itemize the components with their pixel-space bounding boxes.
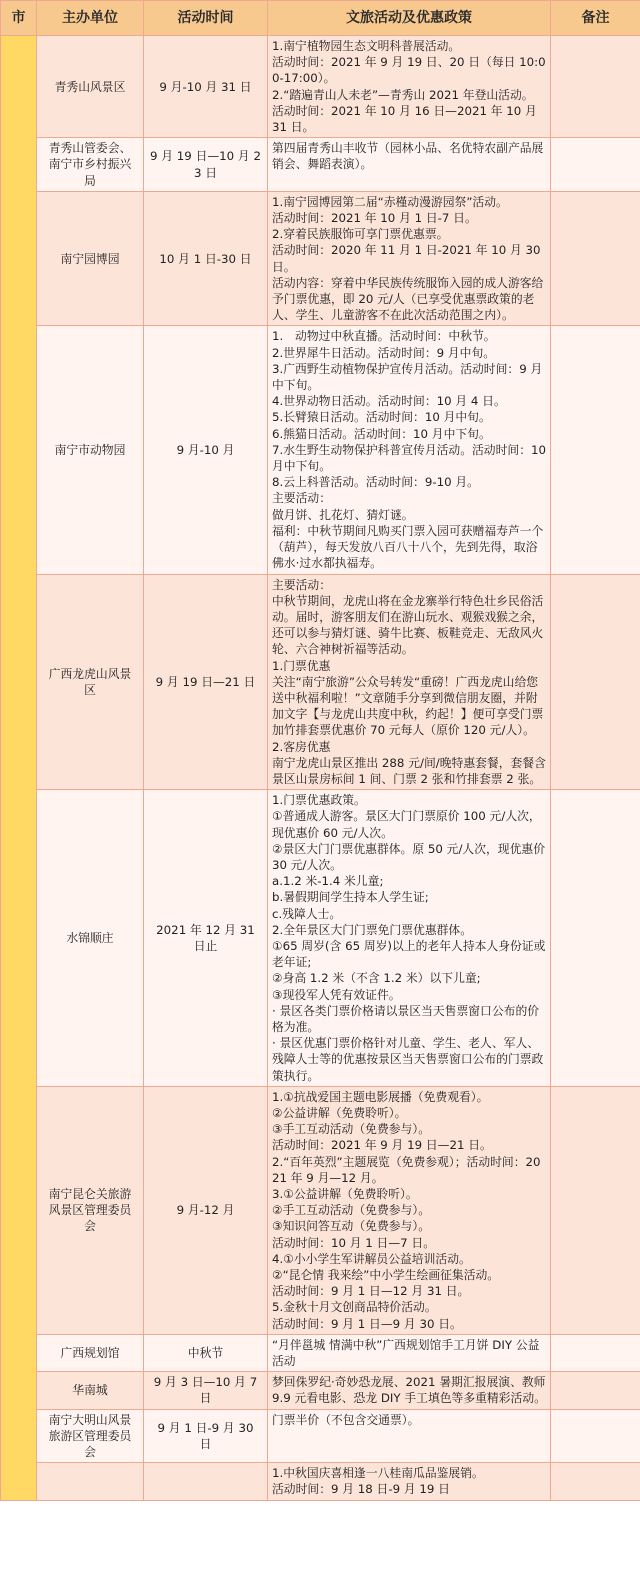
activity-line: 活动时间：2021 年 10 月 16 日—2021 年 10 月 31 日。 [272, 103, 537, 135]
table-row [1, 191, 640, 326]
table-row [1, 138, 640, 192]
activity-line: · 景区优惠门票价格针对儿童、学生、老人、军人、残障人士等的优惠按景区当天售票窗口公布的门票政策执行。 [272, 1036, 544, 1083]
time-cell: 9 月 19 日—21 日 [144, 574, 268, 790]
organizer-cell: 南宁昆仑关旅游风景区管理委员会 [37, 1086, 144, 1334]
activity-line: 活动内容：穿着中华民族传统服饰入园的成人游客给予门票优惠，即 20 元/人（已享受优惠票政策的老人、学生、儿童游客不在此次活动范围之内）。 [272, 275, 544, 323]
time-cell [144, 1463, 268, 1500]
organizer-cell: 广西规划馆 [37, 1334, 144, 1371]
activity-line: ②身高 1.2 米（不含 1.2 米）以下儿童; [272, 971, 481, 986]
time-cell: 中秋节 [144, 1334, 268, 1371]
activities-cell [268, 790, 551, 1087]
activity-line: 福利：中秋节期间凡购买门票入园可获赠福寿芦一个（葫芦），每天发放八百八十八个，先到先得，取浴佛水·过水都执福寿。 [272, 523, 544, 571]
table-row [1, 36, 640, 138]
activity-line: “月伴邕城 情满中秋”广西规划馆手工月饼 DIY 公益活动 [272, 1337, 540, 1369]
notes-cell [551, 1409, 640, 1463]
activity-line: ③手工互动活动（免费参与）。 [272, 1122, 431, 1137]
table-row [1, 574, 640, 790]
activity-line: 1.中秋国庆喜相逢一八桂南瓜品鉴展销。 [272, 1466, 484, 1481]
activity-line: 1.南宁园博园第二届“赤槿动漫游园祭”活动。 [272, 194, 508, 209]
activities-cell [268, 1086, 551, 1334]
table-row [1, 1409, 640, 1463]
activity-line: 3.①公益讲解（免费聆听）。 [272, 1187, 418, 1202]
table-row [1, 1372, 640, 1409]
organizer-cell: 水锦顺庄 [37, 790, 144, 1087]
organizer-cell: 南宁园博园 [37, 191, 144, 326]
time-cell: 2021 年 12 月 31 日止 [144, 790, 268, 1087]
organizer-cell: 南宁市动物园 [37, 326, 144, 574]
activities-cell [268, 1409, 551, 1463]
table-row [1, 1463, 640, 1500]
activity-line: 2.世界犀牛日活动。活动时间：9 月中旬。 [272, 345, 496, 360]
activity-line: 1.门票优惠政策。 [272, 793, 366, 808]
activities-cell [268, 574, 551, 790]
activities-cell [268, 1463, 551, 1500]
organizer-cell [37, 1463, 144, 1500]
activity-line: 活动时间：10 月 1 日—7 日。 [272, 1235, 435, 1250]
time-cell: 9 月 19 日—10 月 23 日 [144, 138, 268, 192]
activity-line: a.1.2 米-1.4 米儿童; [272, 874, 384, 889]
organizer-cell: 华南城 [37, 1372, 144, 1409]
organizer-cell: 广西龙虎山风景区 [37, 574, 144, 790]
activity-line: ③现役军人凭有效证件。 [272, 987, 401, 1002]
activity-line: b.暑假期间学生持本人学生证; [272, 890, 429, 905]
notes-cell [551, 36, 640, 138]
organizer-cell: 青秀山管委会、南宁市乡村振兴局 [37, 138, 144, 192]
activity-line: 门票半价（不包含交通票）。 [272, 1412, 420, 1427]
time-cell: 9 月 3 日—10 月 7 日 [144, 1372, 268, 1409]
header-activities: 文旅活动及优惠政策 [268, 1, 551, 36]
activities-cell [268, 1334, 551, 1371]
activity-line: 5.长臂猿日活动。活动时间：10 月中旬。 [272, 410, 491, 425]
organizer-cell: 南宁大明山风景旅游区管理委员会 [37, 1409, 144, 1463]
activity-line: 中秋节期间，龙虎山将在金龙寨举行特色壮乡民俗活动。届时，游客朋友们在游山玩水、观猴戏猴之余，还可以参与猜灯谜、骑牛比赛、板鞋竞走、无敌风火轮、六合神树祈福等活动。 [272, 593, 544, 657]
time-cell: 9 月 1 日-9 月 30 日 [144, 1409, 268, 1463]
time-cell: 10 月 1 日-30 日 [144, 191, 268, 326]
header-organizer: 主办单位 [37, 1, 144, 36]
notes-cell [551, 191, 640, 326]
activity-line: 1.南宁植物园生态文明科普展活动。 [272, 39, 461, 53]
activity-line: 活动时间：2021 年 9 月 19 日—21 日。 [272, 1138, 492, 1153]
activity-line: 活动时间：2020 年 11 月 1 日-2021 年 10 月 30 日。 [272, 243, 541, 274]
activities-cell [268, 191, 551, 326]
activity-line: ②“昆仑情 我来绘”中小学生绘画征集活动。 [272, 1268, 500, 1283]
table-row [1, 1334, 640, 1371]
activities-cell [268, 326, 551, 574]
activity-line: 第四届青秀山丰收节（园林小品、名优特农副产品展销会、舞蹈表演）。 [272, 141, 544, 172]
activity-line: 2.全年景区大门门票免门票优惠群体。 [272, 922, 473, 937]
activity-line: 2.客房优惠 [272, 739, 331, 754]
header-notes: 备注 [551, 1, 640, 36]
activity-line: 梦回侏罗纪·奇妙恐龙展、2021 暑期汇报展演、教师 9.9 元看电影、恐龙 DIY 手工填色等多重精彩活动。 [272, 1375, 546, 1406]
activity-line: ②景区大门门票优惠群体。原 50 元/人次，现优惠价 30 元/人次。 [272, 841, 546, 872]
notes-cell [551, 1086, 640, 1334]
activity-line: 做月饼、扎花灯、猜灯谜。 [272, 507, 414, 522]
notes-cell [551, 790, 640, 1087]
activity-line: 1. 动物过中秋直播。活动时间：中秋节。 [272, 329, 496, 344]
time-cell: 9 月-12 月 [144, 1086, 268, 1334]
activity-line: 5.金秋十月文创商品特价活动。 [272, 1300, 437, 1315]
activity-line: 4.世界动物日活动。活动时间：10 月 4 日。 [272, 394, 506, 409]
activity-line: 1.①抗战爱国主题电影展播（免费观看）。 [272, 1089, 489, 1104]
activity-line: 8.云上科普活动。活动时间：9-10 月。 [272, 475, 479, 490]
activity-line: 活动时间：2021 年 10 月 1 日-7 日。 [272, 211, 477, 226]
activities-cell [268, 1372, 551, 1409]
activity-line: ②手工互动活动（免费参与）。 [272, 1203, 431, 1218]
activities-cell [268, 138, 551, 192]
notes-cell [551, 1372, 640, 1409]
notes-cell [551, 1334, 640, 1371]
activity-line: ①普通成人游客。景区大门门票原价 100 元/人次，现优惠价 60 元/人次。 [272, 809, 541, 840]
activity-line: c.残障人士。 [272, 906, 342, 921]
activity-line: 活动时间：9 月 1 日—9 月 30 日。 [272, 1316, 462, 1331]
notes-cell [551, 574, 640, 790]
activities-cell [268, 36, 551, 138]
table-row [1, 1086, 640, 1334]
table-row [1, 326, 640, 574]
table-row [1, 790, 640, 1087]
activity-line: 主要活动： [272, 491, 331, 506]
activity-line: 活动时间：9 月 1 日—12 月 31 日。 [272, 1284, 470, 1299]
activity-line: 南宁龙虎山景区推出 288 元/间/晚特惠套餐，套餐含景区山景房标间 1 间、门票 2 张和竹排套票 2 张。 [272, 755, 546, 786]
activity-line: ②公益讲解（免费聆听）。 [272, 1106, 407, 1120]
organizer-cell: 青秀山风景区 [37, 36, 144, 138]
activity-line: 主要活动： [272, 577, 331, 592]
header-time: 活动时间 [144, 1, 268, 36]
activity-line: 活动时间：9 月 18 日-9 月 19 日 [272, 1482, 450, 1497]
notes-cell [551, 138, 640, 192]
city-cell [1, 36, 37, 1501]
notes-cell [551, 1463, 640, 1500]
activity-line: 1.门票优惠 [272, 658, 331, 673]
header-city: 市 [1, 1, 37, 36]
activity-line: 2.“百年英烈”主题展览（免费参观）；活动时间：2021 年 9 月—12 月。 [272, 1154, 541, 1185]
notes-cell [551, 326, 640, 574]
activity-line: ①65 周岁(含 65 周岁)以上的老年人持本人身份证或老年证; [272, 938, 546, 970]
activity-line: · 景区各类门票价格请以景区当天售票窗口公布的价格为准。 [272, 1003, 540, 1034]
activity-line: 3.广西野生动植物保护宣传月活动。活动时间：9 月中下旬。 [272, 361, 543, 393]
activity-line: 7.水生野生动物保护科普宣传月活动。活动时间：10 月中下旬。 [272, 442, 547, 474]
time-cell: 9 月-10 月 31 日 [144, 36, 268, 138]
activity-line: 6.熊猫日活动。活动时间：10 月中下旬。 [272, 426, 491, 441]
activity-line: ③知识问答互动（免费参与）。 [272, 1219, 431, 1234]
header-row [1, 1, 640, 36]
activity-line: 2.“踏遍青山人未老”—青秀山 2021 年登山活动。 [272, 87, 534, 102]
activity-line: 2.穿着民族服饰可享门票优惠票。 [272, 227, 449, 242]
activity-line: 关注“南宁旅游”公众号转发“重磅！广西龙虎山给您送中秋福利啦！”文章随手分享到微信朋友圈，并附加文字【与龙虎山共度中秋，约起！】便可享受门票加竹排套票优惠价 70 元每人（原价 120 元/人）。 [272, 674, 544, 738]
time-cell: 9 月-10 月 [144, 326, 268, 574]
activity-line: 4.①小小学生军讲解员公益培训活动。 [272, 1251, 471, 1266]
activity-line: 活动时间：2021 年 9 月 19 日、20 日（每日 10:00-17:00）。 [272, 55, 546, 86]
